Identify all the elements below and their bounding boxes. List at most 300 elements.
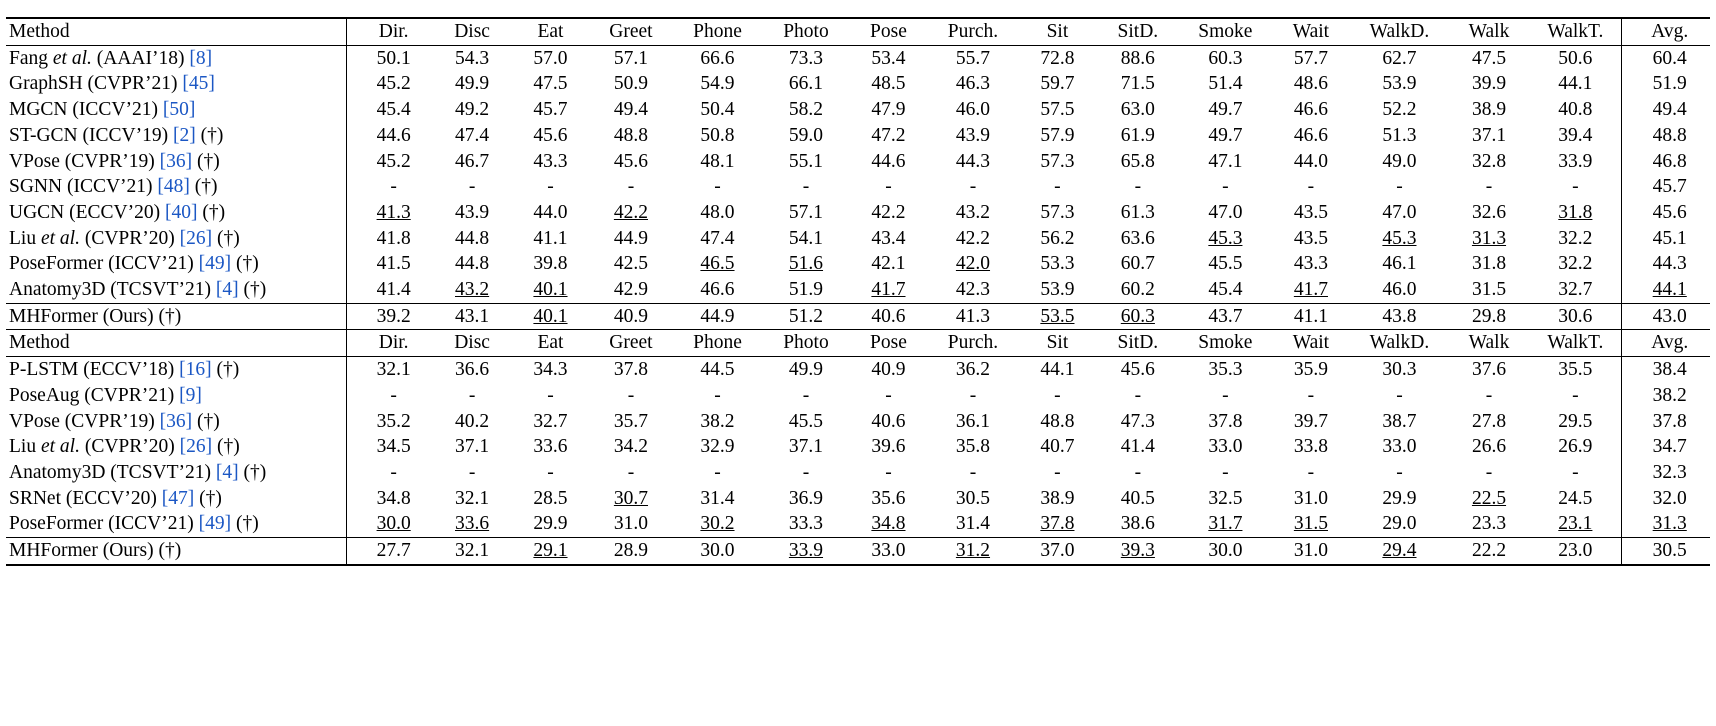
cell-walk: 22.5 xyxy=(1471,487,1507,509)
results-table xyxy=(6,17,1710,566)
cell-disc: 43.1 xyxy=(433,303,511,330)
cell-walk: 37.6 xyxy=(1449,357,1530,383)
cell-dir: - xyxy=(347,174,433,200)
column-header-eat: Eat xyxy=(511,330,589,357)
cell-sit: - xyxy=(1054,461,1061,483)
cell-smoke: 45.5 xyxy=(1208,253,1243,275)
table-row-ours xyxy=(6,303,1710,330)
cell-wait: 57.7 xyxy=(1272,45,1350,71)
cell-dir: 41.4 xyxy=(347,277,433,303)
cell-dir: 34.5 xyxy=(347,434,433,460)
cell-purch: - xyxy=(969,176,977,198)
cell-purch: - xyxy=(969,384,977,406)
cell-walkt: 31.8 xyxy=(1558,201,1593,223)
cell-sitd: 63.6 xyxy=(1120,227,1155,249)
cell-smoke: 45.3 xyxy=(1208,227,1243,249)
cell-walk: 26.6 xyxy=(1471,436,1507,458)
table-row xyxy=(6,409,1710,435)
cell-phone: 46.6 xyxy=(700,279,735,301)
cell-walkt: 33.9 xyxy=(1558,150,1593,172)
cell-sit: 59.7 xyxy=(1040,73,1075,95)
cell-disc: 37.1 xyxy=(455,436,490,458)
cell-wait: 35.9 xyxy=(1272,357,1350,383)
cell-dir: 39.2 xyxy=(347,303,433,330)
column-header-smoke: Smoke xyxy=(1179,18,1272,45)
cell-sitd: 61.3 xyxy=(1120,201,1155,223)
column-header-wait: Wait xyxy=(1272,330,1350,357)
column-header-phone: Phone xyxy=(672,330,762,357)
cell-walkt: 32.7 xyxy=(1558,279,1593,301)
cell-walk: 38.9 xyxy=(1471,99,1507,121)
column-header-method: Method xyxy=(6,18,347,45)
cell-eat: 43.3 xyxy=(533,150,568,172)
method-name-cell: VPose (CVPR’19) [36] (†) xyxy=(9,150,220,172)
cell-walkt: 39.4 xyxy=(1558,124,1593,146)
cell-dir: 45.2 xyxy=(347,71,433,97)
cell-disc: 44.8 xyxy=(455,227,490,249)
method-name-cell: PoseFormer (ICCV’21) [49] (†) xyxy=(9,253,259,275)
citation-ref[interactable]: [48] xyxy=(157,176,190,198)
citation-ref[interactable]: [50] xyxy=(162,99,196,121)
cell-avg: 32.0 xyxy=(1622,486,1710,512)
cell-avg: 32.3 xyxy=(1622,460,1710,486)
cell-sit: 48.8 xyxy=(1040,410,1075,432)
cell-photo: - xyxy=(802,461,810,483)
cell-walkt: 23.1 xyxy=(1558,513,1593,535)
method-name-cell: Anatomy3D (TCSVT’21) [4] (†) xyxy=(9,279,267,301)
cell-greet: 28.9 xyxy=(590,538,673,565)
cell-dir: 50.1 xyxy=(347,45,433,71)
cell-sitd: 39.3 xyxy=(1097,538,1179,565)
cell-eat: 32.7 xyxy=(533,410,568,432)
column-header-purch: Purch. xyxy=(928,18,1019,45)
cell-wait: 44.0 xyxy=(1293,150,1328,172)
cell-sit: 57.9 xyxy=(1040,124,1075,146)
cell-walkt: 44.1 xyxy=(1558,73,1593,95)
cell-sit: 57.3 xyxy=(1040,150,1075,172)
cell-sitd: 60.3 xyxy=(1097,303,1179,330)
column-header-eat: Eat xyxy=(511,18,589,45)
citation-ref[interactable]: [4] xyxy=(215,461,239,483)
cell-greet: 37.8 xyxy=(590,357,673,383)
cell-wait: - xyxy=(1307,176,1315,198)
cell-disc: 49.2 xyxy=(455,99,490,121)
cell-purch: 43.2 xyxy=(955,201,991,223)
cell-eat: 47.5 xyxy=(533,73,568,95)
cell-eat: 28.5 xyxy=(533,487,568,509)
cell-walkd: 46.1 xyxy=(1382,253,1417,275)
cell-sitd: 88.6 xyxy=(1097,45,1179,71)
cell-sitd: - xyxy=(1134,461,1142,483)
column-header-avg: Avg. xyxy=(1622,18,1710,45)
cell-sitd: - xyxy=(1134,384,1142,406)
cell-sitd: 71.5 xyxy=(1120,73,1155,95)
citation-ref[interactable]: [26] xyxy=(179,227,213,249)
cell-sit: 44.1 xyxy=(1018,357,1096,383)
cell-dir: 41.5 xyxy=(347,251,433,277)
table-row xyxy=(6,200,1710,226)
cell-smoke: 30.0 xyxy=(1179,538,1272,565)
cell-photo: 36.9 xyxy=(788,487,824,509)
column-header-sitd: SitD. xyxy=(1097,330,1179,357)
cell-wait: 43.5 xyxy=(1293,201,1328,223)
column-header-purch: Purch. xyxy=(928,330,1019,357)
cell-pose: 35.6 xyxy=(871,487,906,509)
cell-disc: 32.1 xyxy=(433,538,511,565)
cell-walkd: 47.0 xyxy=(1382,201,1417,223)
cell-smoke: 31.7 xyxy=(1208,513,1243,535)
cell-smoke: 60.3 xyxy=(1179,45,1272,71)
cell-sit: 56.2 xyxy=(1040,227,1075,249)
cell-dir: 30.0 xyxy=(347,511,433,537)
cell-eat: - xyxy=(547,461,554,483)
column-header-photo: Photo xyxy=(763,330,850,357)
cell-disc: 43.2 xyxy=(455,279,490,301)
method-name-cell: GraphSH (CVPR’21) [45] xyxy=(9,73,215,95)
cell-pose: 43.4 xyxy=(871,227,906,249)
cell-smoke: 51.4 xyxy=(1208,73,1243,95)
cell-smoke: - xyxy=(1222,176,1229,198)
cell-disc: 44.8 xyxy=(455,253,490,275)
cell-walkt: 32.2 xyxy=(1558,253,1593,275)
cell-walkt: - xyxy=(1572,176,1579,198)
cell-sit: 37.0 xyxy=(1018,538,1096,565)
citation-ref[interactable]: [40] xyxy=(165,201,198,223)
table-row xyxy=(6,71,1710,97)
cell-sitd: 47.3 xyxy=(1120,410,1155,432)
table-row xyxy=(6,251,1710,277)
column-header-greet: Greet xyxy=(590,330,673,357)
cell-avg: 34.7 xyxy=(1622,434,1710,460)
cell-phone: 38.2 xyxy=(700,410,735,432)
cell-purch: 55.7 xyxy=(928,45,1019,71)
cell-purch: 36.1 xyxy=(955,410,991,432)
cell-walk: 32.6 xyxy=(1471,201,1507,223)
method-name-cell: MHFormer (Ours) (†) xyxy=(6,303,347,330)
cell-purch: 30.5 xyxy=(955,487,991,509)
cell-eat: - xyxy=(547,176,554,198)
cell-purch: 46.3 xyxy=(955,73,991,95)
cell-phone: 30.2 xyxy=(700,513,735,535)
cell-disc: 43.9 xyxy=(455,201,490,223)
citation-ref[interactable]: [45] xyxy=(182,73,215,95)
cell-greet: 35.7 xyxy=(613,410,649,432)
cell-disc: - xyxy=(468,461,476,483)
cell-purch: 31.4 xyxy=(955,513,991,535)
cell-dir: 35.2 xyxy=(347,409,433,435)
citation-ref[interactable]: [36] xyxy=(159,150,193,172)
column-header-phone: Phone xyxy=(672,18,762,45)
method-name-cell: VPose (CVPR’19) [36] (†) xyxy=(9,410,220,432)
method-name-cell: P-LSTM (ECCV’18) [16] (†) xyxy=(6,357,347,383)
cell-disc: - xyxy=(468,384,476,406)
citation-ref[interactable]: [49] xyxy=(198,253,232,275)
cell-phone: 32.9 xyxy=(700,436,735,458)
cell-purch: 46.0 xyxy=(955,99,991,121)
cell-walkd: 29.4 xyxy=(1350,538,1449,565)
column-header-dir: Dir. xyxy=(347,330,433,357)
cell-disc: - xyxy=(468,176,476,198)
cell-dir: - xyxy=(347,383,433,409)
cell-photo: 57.1 xyxy=(788,201,824,223)
cell-sit: 53.3 xyxy=(1040,253,1075,275)
cell-photo: 58.2 xyxy=(788,99,824,121)
method-name-cell: UGCN (ECCV’20) [40] (†) xyxy=(9,201,226,223)
cell-walkd: 45.3 xyxy=(1382,227,1417,249)
cell-walk: 22.2 xyxy=(1449,538,1530,565)
cell-phone: - xyxy=(714,384,721,406)
cell-greet: 45.6 xyxy=(613,150,649,172)
cell-greet: 57.1 xyxy=(590,45,673,71)
cell-sit: 57.5 xyxy=(1040,99,1075,121)
cell-wait: 48.6 xyxy=(1293,73,1328,95)
cell-phone: 30.0 xyxy=(672,538,762,565)
cell-photo: 73.3 xyxy=(763,45,850,71)
cell-smoke: 45.4 xyxy=(1208,279,1243,301)
method-name-cell: MGCN (ICCV’21) [50] xyxy=(9,99,196,121)
cell-sitd: 63.0 xyxy=(1120,99,1155,121)
cell-dir: 44.6 xyxy=(347,123,433,149)
cell-walkd: 29.0 xyxy=(1382,513,1417,535)
cell-smoke: 47.1 xyxy=(1208,150,1243,172)
cell-pose: - xyxy=(885,176,892,198)
cell-photo: - xyxy=(802,176,810,198)
cell-greet: 44.9 xyxy=(613,227,649,249)
cell-phone: 44.5 xyxy=(672,357,762,383)
cell-purch: 31.2 xyxy=(928,538,1019,565)
table-row xyxy=(6,97,1710,123)
cell-wait: 46.6 xyxy=(1293,99,1328,121)
cell-walkd: 29.9 xyxy=(1382,487,1417,509)
table-row xyxy=(6,383,1710,409)
cell-phone: 66.6 xyxy=(672,45,762,71)
cell-photo: 37.1 xyxy=(788,436,824,458)
cell-avg: 44.3 xyxy=(1622,251,1710,277)
cell-walkt: 40.8 xyxy=(1558,99,1593,121)
cell-phone: 48.0 xyxy=(700,201,735,223)
cell-smoke: 35.3 xyxy=(1179,357,1272,383)
cell-disc: 46.7 xyxy=(455,150,490,172)
cell-dir: 27.7 xyxy=(347,538,433,565)
citation-ref[interactable]: [26] xyxy=(179,436,213,458)
table-row xyxy=(6,123,1710,149)
cell-greet: 30.7 xyxy=(613,487,649,509)
cell-eat: 40.1 xyxy=(511,303,589,330)
cell-greet: 42.9 xyxy=(613,279,649,301)
table-header-row xyxy=(6,18,1710,45)
cell-wait: 31.0 xyxy=(1293,487,1328,509)
table-row xyxy=(6,357,1710,383)
method-name-cell: Liu et al. (CVPR’20) [26] (†) xyxy=(9,227,240,249)
citation-ref[interactable]: [36] xyxy=(159,410,193,432)
cell-smoke: - xyxy=(1222,461,1229,483)
column-header-method: Method xyxy=(6,330,347,357)
column-header-walkd: WalkD. xyxy=(1350,330,1449,357)
cell-purch: - xyxy=(969,461,977,483)
cell-avg: 49.4 xyxy=(1622,97,1710,123)
cell-greet: 31.0 xyxy=(613,513,649,535)
cell-avg: 37.8 xyxy=(1622,409,1710,435)
cell-disc: 36.6 xyxy=(433,357,511,383)
cell-phone: 54.9 xyxy=(700,73,735,95)
cell-walkd: 53.9 xyxy=(1382,73,1417,95)
citation-ref[interactable]: [8] xyxy=(189,47,213,69)
cell-pose: 33.0 xyxy=(849,538,927,565)
cell-pose: 53.4 xyxy=(849,45,927,71)
cell-avg: 38.4 xyxy=(1622,357,1710,383)
method-name-cell: SRNet (ECCV’20) [47] (†) xyxy=(9,487,222,509)
cell-sit: 72.8 xyxy=(1018,45,1096,71)
cell-photo: 33.3 xyxy=(788,513,824,535)
cell-avg: 51.9 xyxy=(1622,71,1710,97)
cell-walkd: 38.7 xyxy=(1382,410,1417,432)
cell-dir: 41.3 xyxy=(347,200,433,226)
cell-sitd: 65.8 xyxy=(1120,150,1155,172)
cell-eat: 39.8 xyxy=(533,253,568,275)
cell-pose: 42.2 xyxy=(871,201,906,223)
method-name-cell: ST-GCN (ICCV’19) [2] (†) xyxy=(9,124,224,146)
cell-walk: 47.5 xyxy=(1449,45,1530,71)
cell-walk: 39.9 xyxy=(1471,73,1507,95)
cell-eat: 41.1 xyxy=(533,227,568,249)
cell-sit: 57.3 xyxy=(1040,201,1075,223)
cell-wait: 31.0 xyxy=(1272,538,1350,565)
cell-walkt: 26.9 xyxy=(1558,436,1593,458)
citation-ref[interactable]: [4] xyxy=(215,279,239,301)
cell-walk: 31.5 xyxy=(1471,279,1507,301)
cell-photo: 59.0 xyxy=(788,124,824,146)
table-caption xyxy=(6,0,1710,16)
cell-avg: 45.6 xyxy=(1622,200,1710,226)
cell-walk: - xyxy=(1485,176,1493,198)
cell-sitd: 45.6 xyxy=(1097,357,1179,383)
cell-pose: - xyxy=(885,461,892,483)
column-header-walkd: WalkD. xyxy=(1350,18,1449,45)
column-header-walk: Walk xyxy=(1449,18,1530,45)
column-header-dir: Dir. xyxy=(347,18,433,45)
cell-pose: 42.1 xyxy=(871,253,906,275)
cell-phone: 44.9 xyxy=(672,303,762,330)
cell-sitd: 60.2 xyxy=(1120,279,1155,301)
cell-sitd: 41.4 xyxy=(1120,436,1155,458)
cell-disc: 33.6 xyxy=(455,513,490,535)
cell-smoke: 49.7 xyxy=(1208,99,1243,121)
cell-greet: 48.8 xyxy=(613,124,649,146)
cell-pose: - xyxy=(885,384,892,406)
citation-ref[interactable]: [49] xyxy=(198,513,232,535)
cell-walk: 27.8 xyxy=(1471,410,1507,432)
column-header-wait: Wait xyxy=(1272,18,1350,45)
column-header-walk: Walk xyxy=(1449,330,1530,357)
cell-walkt: 23.0 xyxy=(1529,538,1622,565)
cell-pose: 40.6 xyxy=(849,303,927,330)
cell-photo: - xyxy=(802,384,810,406)
cell-phone: - xyxy=(714,461,721,483)
cell-sit: 40.7 xyxy=(1040,436,1075,458)
table-row xyxy=(6,434,1710,460)
cell-pose: 47.9 xyxy=(871,99,906,121)
cell-walk: 31.3 xyxy=(1471,227,1507,249)
cell-wait: 33.8 xyxy=(1293,436,1328,458)
citation-ref[interactable]: [16] xyxy=(179,359,212,381)
cell-wait: 43.3 xyxy=(1293,253,1328,275)
method-name-cell: PoseFormer (ICCV’21) [49] (†) xyxy=(9,513,259,535)
column-header-photo: Photo xyxy=(763,18,850,45)
column-header-greet: Greet xyxy=(590,18,673,45)
citation-ref[interactable]: [2] xyxy=(172,124,196,146)
cell-photo: 33.9 xyxy=(763,538,850,565)
cell-walkt: 29.5 xyxy=(1558,410,1593,432)
cell-sit: 38.9 xyxy=(1040,487,1075,509)
method-name-cell: Fang et al. (AAAI’18) [8] xyxy=(6,45,347,71)
table-row xyxy=(6,460,1710,486)
cell-walk: 23.3 xyxy=(1471,513,1507,535)
cell-dir: 45.2 xyxy=(347,149,433,175)
cell-walkt: - xyxy=(1572,461,1579,483)
cell-purch: 42.3 xyxy=(955,279,991,301)
cell-dir: 32.1 xyxy=(347,357,433,383)
cell-purch: 43.9 xyxy=(955,124,991,146)
cell-avg: 43.0 xyxy=(1622,303,1710,330)
cell-eat: 29.1 xyxy=(511,538,589,565)
cell-greet: 42.2 xyxy=(613,201,649,223)
cell-walk: - xyxy=(1485,461,1493,483)
cell-wait: 41.7 xyxy=(1293,279,1328,301)
cell-greet: - xyxy=(627,461,635,483)
cell-wait: - xyxy=(1307,461,1315,483)
column-header-walkt: WalkT. xyxy=(1529,330,1622,357)
cell-walk: 32.8 xyxy=(1471,150,1507,172)
cell-purch: 42.2 xyxy=(955,227,991,249)
cell-purch: 41.3 xyxy=(928,303,1019,330)
cell-walkd: 43.8 xyxy=(1350,303,1449,330)
cell-eat: 44.0 xyxy=(533,201,568,223)
table-row xyxy=(6,511,1710,537)
cell-pose: 40.6 xyxy=(871,410,906,432)
column-header-avg: Avg. xyxy=(1622,330,1710,357)
cell-sitd: 40.5 xyxy=(1120,487,1155,509)
cell-avg: 44.1 xyxy=(1622,277,1710,303)
cell-smoke: 49.7 xyxy=(1208,124,1243,146)
citation-ref[interactable]: [47] xyxy=(161,487,195,509)
cell-wait: 41.1 xyxy=(1272,303,1350,330)
cell-smoke: 32.5 xyxy=(1208,487,1243,509)
cell-dir: 45.4 xyxy=(347,97,433,123)
table-row xyxy=(6,277,1710,303)
cell-eat: 57.0 xyxy=(511,45,589,71)
column-header-sitd: SitD. xyxy=(1097,18,1179,45)
cell-wait: 43.5 xyxy=(1293,227,1328,249)
cell-pose: 48.5 xyxy=(871,73,906,95)
cell-eat: - xyxy=(547,384,554,406)
cell-photo: 45.5 xyxy=(788,410,824,432)
cell-sitd: 38.6 xyxy=(1120,513,1155,535)
column-header-sit: Sit xyxy=(1018,18,1096,45)
cell-disc: 54.3 xyxy=(433,45,511,71)
cell-walkd: 46.0 xyxy=(1382,279,1417,301)
cell-wait: 46.6 xyxy=(1293,124,1328,146)
cell-purch: 36.2 xyxy=(928,357,1019,383)
cell-greet: - xyxy=(627,384,635,406)
cell-wait: 39.7 xyxy=(1293,410,1328,432)
cell-walkd: 51.3 xyxy=(1382,124,1417,146)
cell-phone: 47.4 xyxy=(700,227,735,249)
column-header-smoke: Smoke xyxy=(1179,330,1272,357)
cell-sitd: 61.9 xyxy=(1120,124,1155,146)
cell-greet: - xyxy=(627,176,635,198)
citation-ref[interactable]: [9] xyxy=(179,384,202,406)
cell-avg: 45.7 xyxy=(1622,174,1710,200)
